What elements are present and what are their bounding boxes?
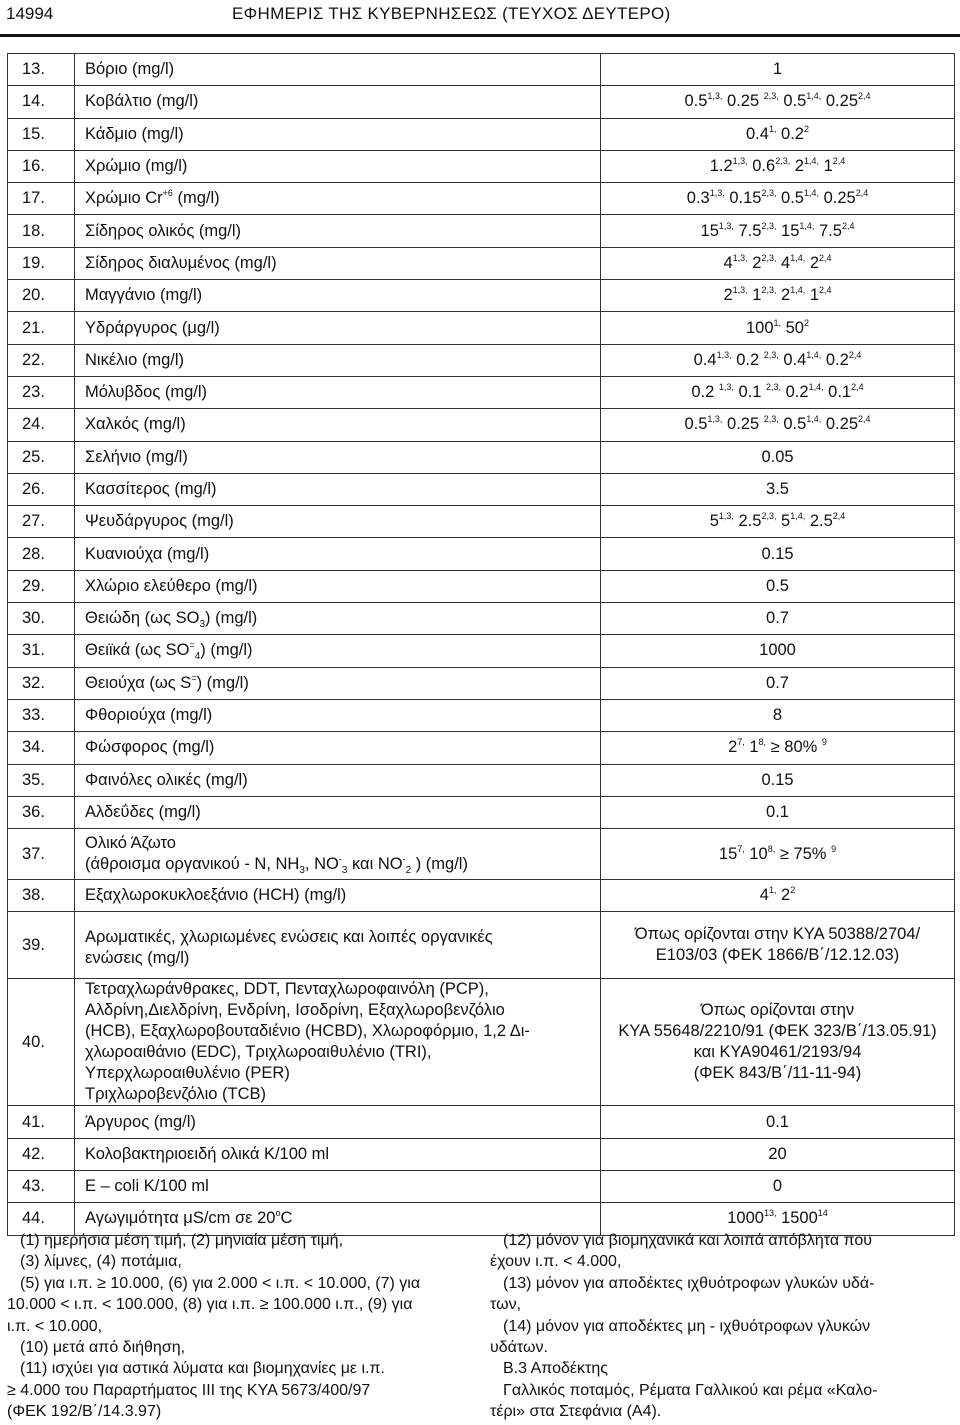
parameter-line: Τριχλωροβενζόλιο (TCB) bbox=[85, 1085, 267, 1104]
table-row bbox=[8, 764, 955, 796]
parameter-name bbox=[75, 699, 601, 731]
parameter-line: Σίδηρος διαλυμένος (mg/l) bbox=[85, 253, 277, 272]
footnote-line: Γαλλικός ποταμός, Ρέματα Γαλλικού και ρέμα «Καλο- bbox=[503, 1381, 878, 1399]
table-row bbox=[8, 312, 955, 344]
table-row bbox=[8, 215, 955, 247]
table-row bbox=[8, 667, 955, 699]
parameter-line: Ολικό Άζωτο bbox=[85, 834, 176, 853]
parameter-line: Χρώμιο $Cr^{+6}$ (mg/l) bbox=[85, 188, 220, 208]
footnote-line: υδάτων. bbox=[490, 1339, 548, 1357]
limit-value-line: $0.4^{1,}$ $0.2^2$ bbox=[746, 123, 809, 143]
footnote-line: (11) ισχύει για αστικά λύματα και βιομηχανίες με ι.π. bbox=[20, 1360, 385, 1378]
parameter-line: Νικέλιο (mg/l) bbox=[85, 350, 185, 369]
table-row bbox=[8, 880, 955, 912]
parameter-line: Κοβάλτιο (mg/l) bbox=[85, 92, 199, 111]
parameter-line: Υδράργυρος (μg/l) bbox=[85, 318, 220, 337]
table-row bbox=[8, 247, 955, 279]
table-row bbox=[8, 538, 955, 570]
limit-value-line: 0.2 $^{1,3,}$ 0.1 $^{2,3,}$ $0.2^{1,4,}$ 0.1$^{2,4}$ bbox=[691, 382, 864, 402]
row-number: 42. bbox=[8, 1138, 75, 1170]
table-row bbox=[8, 280, 955, 312]
parameter-name bbox=[75, 764, 601, 796]
limit-value bbox=[601, 880, 955, 912]
limit-value bbox=[601, 1171, 955, 1203]
parameter-line: Αρωματικές, χλωριωμένες ενώσεις και λοιπές οργανικές bbox=[85, 928, 493, 947]
footnote-line: Β.3 Αποδέκτης bbox=[503, 1360, 608, 1378]
row-number: 19. bbox=[8, 247, 75, 279]
table-row bbox=[8, 979, 955, 1106]
parameter-name bbox=[75, 54, 601, 86]
parameter-line: Φώσφορος (mg/l) bbox=[85, 738, 215, 757]
footnote-line: (3) λίμνες, (4) ποτάμια, bbox=[20, 1253, 182, 1271]
table-row bbox=[8, 473, 955, 505]
footnote-line: ι.π. < 10.000, bbox=[7, 1317, 103, 1335]
parameter-name bbox=[75, 603, 601, 635]
footnote-line: έχουν ι.π. < 4.000, bbox=[490, 1253, 622, 1271]
limit-value bbox=[601, 667, 955, 699]
limit-value bbox=[601, 829, 955, 880]
table-row bbox=[8, 54, 955, 86]
parameter-name bbox=[75, 441, 601, 473]
limit-value-line: 0.1 bbox=[766, 1112, 789, 1131]
row-number: 38. bbox=[8, 880, 75, 912]
parameter-line: Σίδηρος ολικός (mg/l) bbox=[85, 221, 242, 240]
row-number: 21. bbox=[8, 312, 75, 344]
table-row bbox=[8, 570, 955, 602]
parameter-name bbox=[75, 570, 601, 602]
parameter-name bbox=[75, 912, 601, 979]
limit-value-line: $1.2^{1,3,}$ $0.6^{2,3,}$ $2^{1,4,}$ 1$^{2,4}$ bbox=[709, 156, 846, 176]
gazette-header-title: ΕΦΗΜΕΡΙΣ ΤΗΣ ΚΥΒΕΡΝΗΣΕΩΣ (ΤΕΥΧΟΣ ΔΕΥΤΕΡΟ) bbox=[232, 4, 671, 23]
row-number: 15. bbox=[8, 118, 75, 150]
row-number: 40. bbox=[8, 979, 75, 1106]
footnote-line: (5) για ι.π. ≥ 10.000, (6) για 2.000 < ι.π. < 10.000, (7) για bbox=[20, 1274, 421, 1292]
parameter-name bbox=[75, 796, 601, 828]
table-row bbox=[8, 183, 955, 215]
footnote-line: (13) μόνον για αποδέκτες ιχθυότροφων γλυκών υδά- bbox=[503, 1274, 875, 1292]
limit-value bbox=[601, 247, 955, 279]
table-row bbox=[8, 912, 955, 979]
parameter-name bbox=[75, 150, 601, 182]
parameter-line: Μόλυβδος (mg/l) bbox=[85, 383, 208, 402]
row-number: 20. bbox=[8, 280, 75, 312]
row-number: 28. bbox=[8, 538, 75, 570]
parameter-line: Κυανιούχα (mg/l) bbox=[85, 544, 210, 563]
parameter-name bbox=[75, 118, 601, 150]
limit-value-line: 8 bbox=[772, 706, 783, 725]
limit-value-line: $15^{7,}$ $10^{8,} \ge 75\%$ $^9$ bbox=[718, 843, 837, 863]
parameter-line: Αλδρίνη,Διελδρίνη, Ενδρίνη, Ισοδρίνη, Εξαχλωροβενζόλιο bbox=[85, 1001, 505, 1020]
limit-value-line: Όπως ορίζονται στην ΚΥΑ 50388/2704/ bbox=[634, 925, 921, 944]
parameter-name bbox=[75, 247, 601, 279]
table-row bbox=[8, 1138, 955, 1170]
row-number: 37. bbox=[8, 829, 75, 880]
limit-value-line: 0 bbox=[772, 1177, 783, 1196]
limit-value-line: 0.1 bbox=[766, 802, 789, 821]
limit-value bbox=[601, 150, 955, 182]
limit-value bbox=[601, 603, 955, 635]
row-number: 26. bbox=[8, 473, 75, 505]
footnote-line: (ΦΕΚ 192/Β΄/14.3.97) bbox=[7, 1403, 162, 1421]
row-number: 34. bbox=[8, 732, 75, 764]
parameter-line: Θειώδη (ως $SO_3$) (mg/l) bbox=[85, 609, 258, 631]
limit-value bbox=[601, 635, 955, 667]
limit-value-line: 20 bbox=[768, 1144, 787, 1163]
parameter-line: E – coli K/100 ml bbox=[85, 1177, 209, 1196]
limit-value-line: $0.5^{1,3,}$ 0.25 $^{2,3,}$ $0.5^{1,4,}$ 0.25$^{2,4}$ bbox=[684, 414, 871, 434]
table-row bbox=[8, 1106, 955, 1138]
parameter-name bbox=[75, 376, 601, 408]
limit-value-line: 0.05 bbox=[761, 447, 794, 466]
limit-value bbox=[601, 86, 955, 118]
row-number: 18. bbox=[8, 215, 75, 247]
row-number: 33. bbox=[8, 699, 75, 731]
limit-value-line: ΚΥΑ 55648/2210/91 (ΦΕΚ 323/Β΄/13.05.91) bbox=[618, 1022, 937, 1041]
parameter-line: Ψευδάργυρος (mg/l) bbox=[85, 512, 234, 531]
table-row bbox=[8, 441, 955, 473]
row-number: 25. bbox=[8, 441, 75, 473]
table-row bbox=[8, 603, 955, 635]
parameter-name bbox=[75, 506, 601, 538]
row-number: 17. bbox=[8, 183, 75, 215]
table-row bbox=[8, 1171, 955, 1203]
limit-value bbox=[601, 312, 955, 344]
row-number: 16. bbox=[8, 150, 75, 182]
limit-value bbox=[601, 118, 955, 150]
limit-value bbox=[601, 1138, 955, 1170]
limit-value-line: $2^{7,}$ $1^{8,} \ge 80\%$ $^9$ bbox=[728, 737, 827, 757]
limit-value-line: $100^{1,}$ $50^2$ bbox=[746, 317, 809, 337]
parameter-name bbox=[75, 312, 601, 344]
parameter-name bbox=[75, 215, 601, 247]
parameter-name bbox=[75, 86, 601, 118]
parameter-line: Κολοβακτηριοειδή ολικά K/100 ml bbox=[85, 1144, 330, 1163]
limit-value bbox=[601, 570, 955, 602]
parameter-line: Άργυρος (mg/l) bbox=[85, 1112, 196, 1131]
limit-value bbox=[601, 280, 955, 312]
parameter-line: χλωροαιθάνιο (EDC), Τριχλωροαιθυλένιο (TRI), bbox=[85, 1043, 432, 1062]
table-row bbox=[8, 699, 955, 731]
limit-value bbox=[601, 1106, 955, 1138]
footnote-line: τέρι» στα Στεφάνια (Α4). bbox=[490, 1403, 662, 1421]
parameter-name bbox=[75, 409, 601, 441]
table-row bbox=[8, 409, 955, 441]
table-row bbox=[8, 376, 955, 408]
row-number: 22. bbox=[8, 344, 75, 376]
parameter-line: Τετραχλωράνθρακες, DDT, Πενταχλωροφαινόλη (PCP), bbox=[85, 980, 489, 999]
parameter-name bbox=[75, 880, 601, 912]
row-number: 36. bbox=[8, 796, 75, 828]
limit-value-line: $0.3^{1,3,}$ $0.15^{2,3,}$ $0.5^{1,4,}$ 0.25$^{2,4}$ bbox=[686, 188, 869, 208]
footnote-line: 10.000 < ι.π. < 100.000, (8) για ι.π. ≥ 100.000 ι.π., (9) για bbox=[7, 1296, 413, 1314]
limit-value-line: $4^{1,}$ $2^2$ bbox=[759, 885, 796, 905]
footnote-line: (10) μετά από διήθηση, bbox=[20, 1339, 186, 1357]
parameter-line: Φαινόλες ολικές (mg/l) bbox=[85, 770, 248, 789]
row-number: 41. bbox=[8, 1106, 75, 1138]
parameter-name bbox=[75, 667, 601, 699]
limit-value bbox=[601, 764, 955, 796]
parameter-line: Μαγγάνιο (mg/l) bbox=[85, 286, 203, 305]
parameter-name bbox=[75, 979, 601, 1106]
limit-value-line: Ε103/03 (ΦΕΚ 1866/Β΄/12.12.03) bbox=[655, 946, 900, 965]
parameter-name bbox=[75, 635, 601, 667]
limit-value-line: $0.5^{1,3,}$ 0.25 $^{2,3,}$ $0.5^{1,4,}$ 0.25$^{2,4}$ bbox=[684, 91, 871, 111]
limit-value-line: (ΦΕΚ 843/Β΄/11-11-94) bbox=[693, 1064, 862, 1083]
limit-value bbox=[601, 215, 955, 247]
footnotes-left-column bbox=[7, 1230, 467, 1423]
limit-value bbox=[601, 538, 955, 570]
table-row bbox=[8, 506, 955, 538]
parameter-line: Φθοριούχα (mg/l) bbox=[85, 706, 213, 725]
footnote-line: (14) μόνον για αποδέκτες μη - ιχθυότροφων γλυκών bbox=[503, 1317, 871, 1335]
row-number: 43. bbox=[8, 1171, 75, 1203]
header-divider bbox=[0, 34, 960, 37]
row-number: 44. bbox=[8, 1203, 75, 1235]
row-number: 32. bbox=[8, 667, 75, 699]
row-number: 24. bbox=[8, 409, 75, 441]
row-number: 31. bbox=[8, 635, 75, 667]
parameter-line: (άθροισμα οργανικού - N, $NH_3$, $NO^-_3$ και $NO^-_2$ ) (mg/l) bbox=[85, 854, 468, 877]
parameter-line: Σελήνιο (mg/l) bbox=[85, 447, 188, 466]
parameter-name bbox=[75, 473, 601, 505]
table-row bbox=[8, 635, 955, 667]
parameter-line: Χλώριο ελεύθερο (mg/l) bbox=[85, 576, 258, 595]
row-number: 13. bbox=[8, 54, 75, 86]
table-row bbox=[8, 86, 955, 118]
limit-value-line: 1000 bbox=[759, 641, 796, 660]
limit-value-line: 0.7 bbox=[766, 673, 789, 692]
limit-value-line: $2^{1,3,}$ $1^{2,3,}$ $2^{1,4,}$ 1$^{2,4}$ bbox=[723, 285, 832, 305]
limit-value bbox=[601, 912, 955, 979]
row-number: 30. bbox=[8, 603, 75, 635]
table-row bbox=[8, 344, 955, 376]
table-row bbox=[8, 796, 955, 828]
limit-value bbox=[601, 506, 955, 538]
limit-value-line: $4^{1,3,}$ $2^{2,3,}$ $4^{1,4,}$ 2$^{2,4}$ bbox=[723, 252, 832, 272]
limit-value bbox=[601, 54, 955, 86]
footnotes-right-column bbox=[490, 1230, 955, 1423]
parameter-line: Κάδμιο (mg/l) bbox=[85, 124, 184, 143]
limit-value-line: 0.7 bbox=[766, 609, 789, 628]
limit-value-line: και ΚΥΑ90461/2193/94 bbox=[693, 1043, 862, 1062]
parameter-line: Αγωγιμότητα μS/cm σε 20$^o$C bbox=[85, 1208, 293, 1228]
limit-value-line: 1 bbox=[772, 60, 783, 79]
row-number: 29. bbox=[8, 570, 75, 602]
row-number: 39. bbox=[8, 912, 75, 979]
limit-value-line: 0.15 bbox=[761, 544, 794, 563]
table-row bbox=[8, 732, 955, 764]
parameter-name bbox=[75, 538, 601, 570]
parameter-line: Χαλκός (mg/l) bbox=[85, 415, 186, 434]
row-number: 14. bbox=[8, 86, 75, 118]
limit-value bbox=[601, 344, 955, 376]
parameter-name bbox=[75, 732, 601, 764]
parameter-line: (HCB), Εξαχλωροβουταδιένιο (HCBD), Χλωροφόρμιο, 1,2 Δι- bbox=[85, 1022, 530, 1041]
limit-value-line: Όπως ορίζονται στην bbox=[700, 1001, 855, 1020]
limit-value bbox=[601, 441, 955, 473]
footnote-line: ≥ 4.000 του Παραρτήματος III της ΚΥΑ 5673/400/97 bbox=[7, 1381, 371, 1399]
limit-value-line: 0.15 bbox=[761, 770, 794, 789]
parameter-line: Βόριο (mg/l) bbox=[85, 60, 175, 79]
parameter-line: Θειούχα (ως S=) (mg/l) bbox=[85, 672, 249, 692]
limit-value bbox=[601, 732, 955, 764]
parameter-line: Κασσίτερος (mg/l) bbox=[85, 480, 217, 498]
parameter-limits-table bbox=[7, 53, 955, 1236]
parameter-line: ενώσεις (mg/l) bbox=[85, 949, 190, 968]
parameter-name bbox=[75, 183, 601, 215]
parameter-name bbox=[75, 1138, 601, 1170]
limit-value-line: $0.4^{1,3,}$ 0.2 $^{2,3,}$ $0.4^{1,4,}$ 0.2$^{2,4}$ bbox=[693, 349, 862, 369]
parameter-name bbox=[75, 280, 601, 312]
limit-value-line: $1000^{13,}$ 1500$^{14}$ bbox=[727, 1208, 828, 1228]
limit-value-line: 0.5 bbox=[766, 576, 789, 595]
limit-value bbox=[601, 979, 955, 1106]
parameter-line: Εξαχλωροκυκλοεξάνιο (HCH) (mg/l) bbox=[85, 886, 347, 905]
table-row bbox=[8, 118, 955, 150]
parameter-name bbox=[75, 829, 601, 880]
parameter-line: Υπερχλωροαιθυλένιο (PER) bbox=[85, 1064, 290, 1083]
limit-value-line: $15^{1,3,}$ $7.5^{2,3,}$ $15^{1,4,}$ 7.5$^{2,4}$ bbox=[700, 220, 855, 240]
limit-value bbox=[601, 183, 955, 215]
limit-value bbox=[601, 376, 955, 408]
footnote-line: των, bbox=[490, 1296, 522, 1314]
row-number: 23. bbox=[8, 376, 75, 408]
table-row bbox=[8, 829, 955, 880]
parameter-name bbox=[75, 1171, 601, 1203]
footnote-line: (1) ημερήσια μέση τιμή, (2) μηνιαία μέση τιμή, bbox=[20, 1232, 344, 1249]
limit-value bbox=[601, 796, 955, 828]
footnote-line: (12) μόνον για βιομηχανικά και λοιπά απόβλητα που bbox=[503, 1232, 872, 1249]
parameter-line: Θειϊκά (ως $SO^=_4$) (mg/l) bbox=[85, 640, 253, 663]
row-number: 35. bbox=[8, 764, 75, 796]
limit-value bbox=[601, 473, 955, 505]
parameter-line: Χρώμιο (mg/l) bbox=[85, 157, 188, 176]
limit-value-line: 3.5 bbox=[766, 480, 789, 498]
limit-value bbox=[601, 409, 955, 441]
parameter-name bbox=[75, 1106, 601, 1138]
table-row bbox=[8, 150, 955, 182]
parameter-line: Αλδεΰδες (mg/l) bbox=[85, 802, 201, 821]
page-number: 14994 bbox=[6, 4, 54, 23]
row-number: 27. bbox=[8, 506, 75, 538]
limit-value-line: $5^{1,3,}$ $2.5^{2,3,}$ $5^{1,4,}$ 2.5$^{2,4}$ bbox=[709, 511, 846, 531]
limit-value bbox=[601, 699, 955, 731]
parameter-name bbox=[75, 344, 601, 376]
